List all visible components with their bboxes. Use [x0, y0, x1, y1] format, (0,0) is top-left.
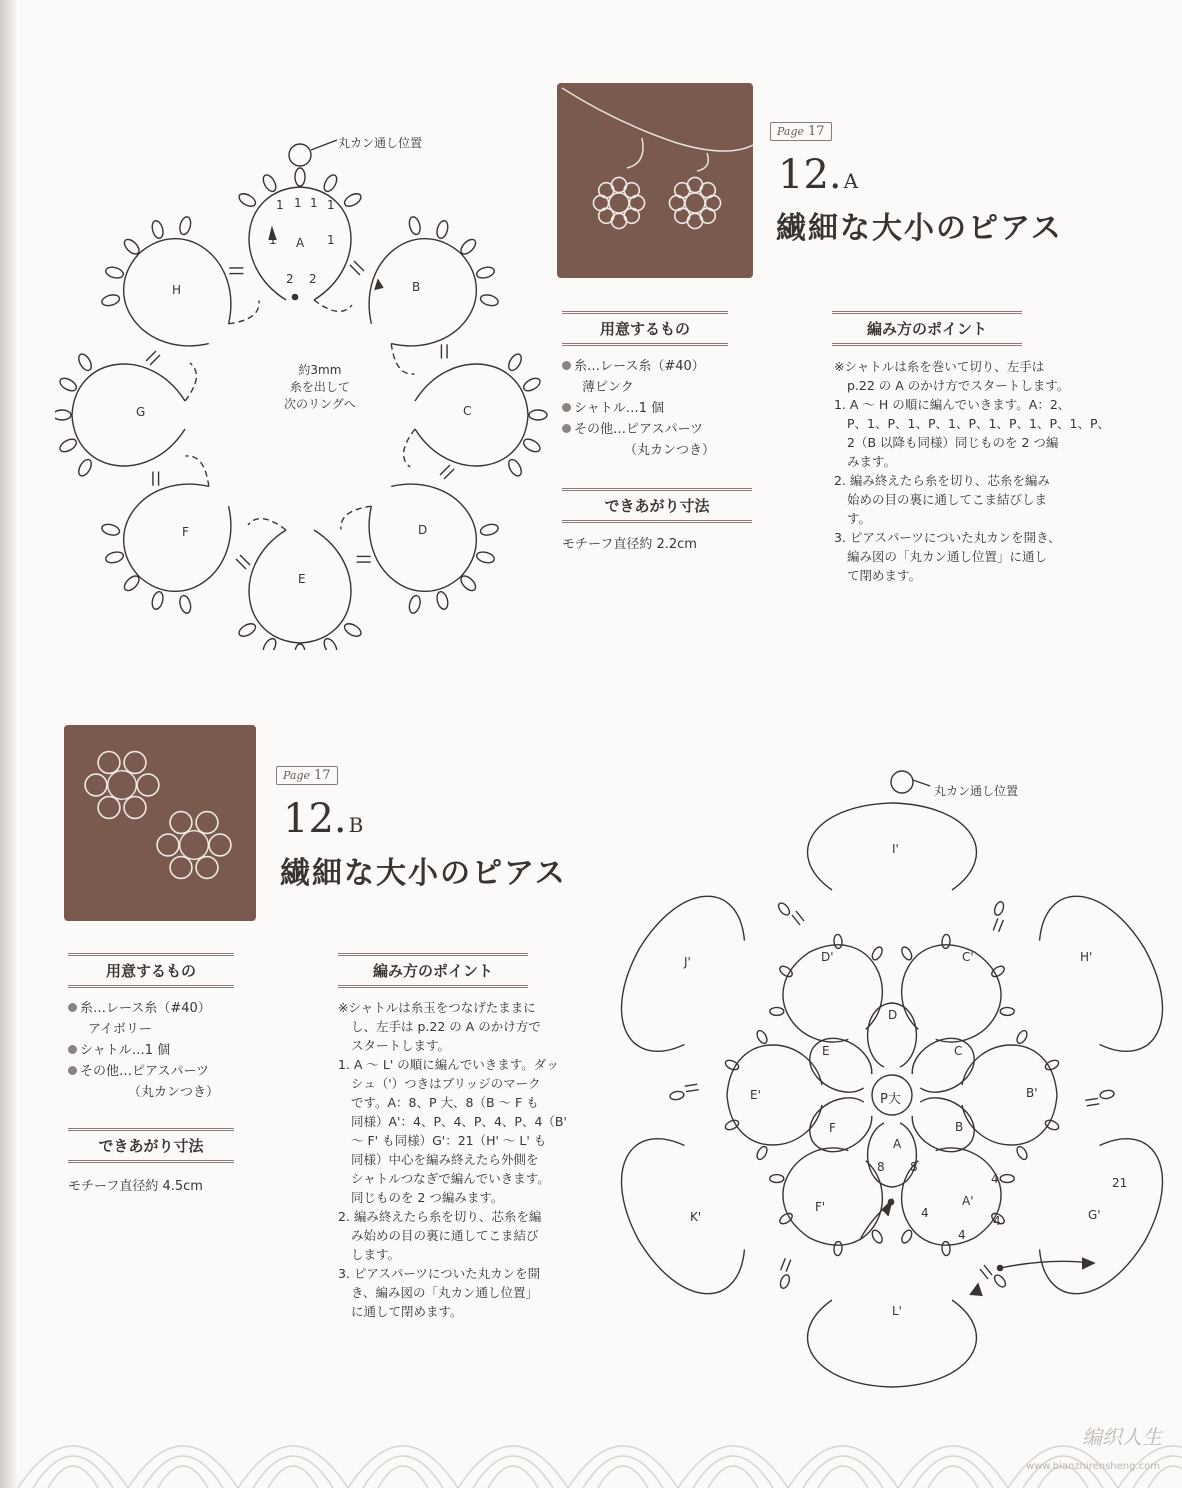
materials-heading-b: 用意するもの: [68, 953, 234, 988]
ring-e-prime-label: E': [750, 1088, 761, 1102]
ring-i-prime-label: I': [892, 842, 899, 856]
ring-b-prime-label: B': [1026, 1086, 1038, 1100]
center-ring-label: P大: [880, 1092, 901, 1107]
diagram-b-ring-label: 丸カン通し位置: [934, 784, 1019, 798]
list-item: シャトル…1 個: [562, 398, 762, 419]
ring-g-prime-label: G': [1088, 1208, 1101, 1222]
ring: [80, 443, 271, 634]
lace-border: [18, 1404, 1182, 1488]
instruction-line: スタートします。: [351, 1038, 451, 1053]
materials-heading-a: 用意するもの: [562, 311, 728, 346]
materials-list-a: [562, 356, 762, 461]
instruction-line: p.22 の A のかけ方でスタートします。: [847, 378, 1070, 393]
points-heading-b: 編み方のポイント: [338, 953, 528, 988]
count-label: 2: [309, 272, 317, 286]
outer-ring: [620, 876, 787, 1110]
ring-d-label: D: [888, 1008, 898, 1022]
ring-c-prime-label: C': [962, 950, 974, 964]
instruction-line: 3. ピアスパーツについた丸カンを開き、: [834, 530, 1061, 545]
instruction-line: 1. A ～ H の順に編んでいきます。A：2、: [834, 397, 1071, 412]
instruction-line: き、編み図の「丸カン通し位置」: [351, 1285, 539, 1300]
count-label: 21: [1112, 1176, 1128, 1190]
instruction-line: です。A：8、P 大、8（B ～ F も: [351, 1095, 539, 1110]
ring-k-prime-label: K': [690, 1210, 702, 1224]
ring: [404, 352, 547, 479]
instruction-line: 2. 編み終えたら糸を切り、芯糸を編: [338, 1209, 542, 1224]
materials-list-b: [68, 998, 268, 1103]
instruction-line: 1. A ～ L' の順に編んでいきます。ダッ: [338, 1057, 559, 1072]
instruction-line: シュ（'）つきはブリッジのマーク: [351, 1076, 541, 1091]
page-gutter: [0, 0, 18, 1488]
size-heading-b: できあがり寸法: [68, 1128, 234, 1163]
instruction-line: ※シャトルは糸を巻いて切り、左手は: [834, 359, 1045, 374]
instruction-line: 始めの目の裏に通してこま結びしま: [847, 492, 1048, 507]
instruction-line: 2（B 以降も同様）同じものを 2 つ編: [847, 435, 1059, 450]
list-item-sub: アイボリー: [88, 1022, 152, 1037]
ring-a-label: A: [893, 1137, 902, 1151]
count-label: 1: [269, 233, 277, 247]
watermark-logo: 编织人生: [1082, 1425, 1162, 1449]
count-label: 1: [276, 198, 284, 212]
instruction-line: み始めの目の裏に通してこま結び: [351, 1228, 539, 1243]
ring-h-prime-label: H': [1080, 950, 1093, 964]
instruction-line: 同様）中心を編み終えたら外側を: [351, 1152, 539, 1167]
instruction-line: 2. 編み終えたら糸を切り、芯糸を編み: [834, 473, 1050, 488]
instruction-line: みます。: [847, 454, 897, 469]
ring-d-prime-label: D': [821, 950, 834, 964]
ring: [329, 196, 520, 387]
ring-f-prime-label: F': [815, 1200, 826, 1214]
inner-ring: [868, 1123, 917, 1187]
earrings-illustration: [64, 725, 256, 921]
watermark-url: www.bianzhirensheng.com: [1025, 1461, 1160, 1472]
count-label: 1: [327, 198, 335, 212]
instruction-line: 編み図の「丸カン通し位置」に通し: [847, 549, 1048, 564]
pattern-number-b: 12. B: [283, 796, 364, 842]
outer-ring: [997, 1080, 1170, 1314]
list-item: その他…ピアスパーツ: [68, 1061, 268, 1082]
list-item-sub: 薄ピンク: [582, 380, 634, 395]
ring-e-label: E: [298, 572, 306, 586]
outer-ring: [776, 803, 976, 925]
instruction-line: 同様）A'：4、P、4、P、4、P、4（B': [351, 1114, 567, 1129]
list-item: 糸…レース糸（#40）: [562, 356, 762, 377]
list-item-sub: （丸カンつき）: [624, 443, 716, 458]
ring-d-label: D: [418, 523, 428, 537]
product-photo-a: [557, 83, 753, 278]
ring-c-label: C: [954, 1044, 963, 1058]
pattern-number-a: 12. A: [778, 152, 859, 198]
outer-ring: [981, 849, 1170, 1083]
instruction-line: 同じものを 2 つ編みます。: [351, 1190, 504, 1205]
instruction-line: ※シャトルは糸玉をつなげたままに: [338, 1000, 536, 1015]
list-item: その他…ピアスパーツ: [562, 419, 762, 440]
ring-a-prime-label: A': [962, 1194, 974, 1208]
instruction-line: シャトルつなぎで編んでいきます。: [351, 1171, 550, 1186]
instruction-line: す。: [847, 511, 872, 526]
count-label: 4: [958, 1228, 966, 1242]
page-label-b: Page 17: [276, 766, 338, 785]
points-heading-a: 編み方のポイント: [832, 311, 1022, 346]
list-item: 糸…レース糸（#40）: [68, 998, 268, 1019]
pattern-title-b: 繊細な大小のピアス: [280, 856, 567, 891]
count-label: 4: [993, 1214, 1001, 1228]
mid-ring: [962, 1029, 1060, 1161]
outer-ring: [620, 1107, 803, 1341]
instruction-line: P、1、P、1、P、1、P、1、P、1、P、1、P、: [847, 416, 1110, 431]
list-item: シャトル…1 個: [68, 1040, 268, 1061]
mid-ring: [724, 1029, 822, 1161]
count-label: 8: [910, 1160, 918, 1174]
ring-e-label: E: [822, 1044, 830, 1058]
instruction-line: し、左手は p.22 の A のかけ方で: [351, 1019, 541, 1034]
count-label: 8: [877, 1160, 885, 1174]
page-label-a: Page 17: [770, 122, 832, 141]
ring-h-label: H: [172, 283, 182, 297]
size-value-a: モチーフ直径約 2.2cm: [562, 537, 697, 552]
count-label: 1: [310, 196, 318, 210]
instruction-line: て閉めます。: [847, 568, 922, 583]
ring-l-prime-label: L': [892, 1304, 902, 1318]
ring: [55, 351, 196, 478]
ring-c-label: C: [463, 404, 472, 418]
count-label: 4: [921, 1206, 929, 1220]
size-heading-a: できあがり寸法: [562, 488, 752, 523]
instruction-line: します。: [351, 1247, 401, 1262]
instruction-line: 3. ピアスパーツについた丸カンを開: [338, 1266, 541, 1281]
pattern-title-a: 繊細な大小のピアス: [776, 211, 1063, 246]
ring: [328, 444, 519, 635]
count-label: 1: [294, 196, 302, 210]
instruction-line: に通して閉めます。: [351, 1304, 463, 1319]
points-text-b: [338, 998, 628, 1321]
earrings-illustration: [557, 83, 753, 278]
diagram-a-note: 約3mm 糸を出して 次のリングへ: [284, 363, 356, 411]
ring-b-label: B: [412, 280, 421, 294]
ring-a-label: A: [296, 236, 305, 250]
ring-b-label: B: [955, 1120, 964, 1134]
points-text-a: [834, 357, 1134, 585]
ring-f-label: F: [829, 1121, 836, 1135]
diagram-a-ring-label: 丸カン通し位置: [338, 136, 423, 150]
ring-j-prime-label: J': [684, 955, 691, 969]
count-label: 1: [327, 233, 335, 247]
outer-ring: [808, 1265, 1008, 1387]
instruction-line: ～ F' も同様）G'：21（H' ～ L' も: [351, 1133, 547, 1148]
ring-f-label: F: [182, 525, 189, 539]
count-label: 2: [286, 272, 294, 286]
count-label: 4: [991, 1172, 999, 1186]
size-value-b: モチーフ直径約 4.5cm: [68, 1179, 203, 1194]
ring-g-label: G: [136, 405, 146, 419]
product-photo-b: [64, 725, 256, 921]
list-item-sub: （丸カンつき）: [128, 1085, 220, 1100]
